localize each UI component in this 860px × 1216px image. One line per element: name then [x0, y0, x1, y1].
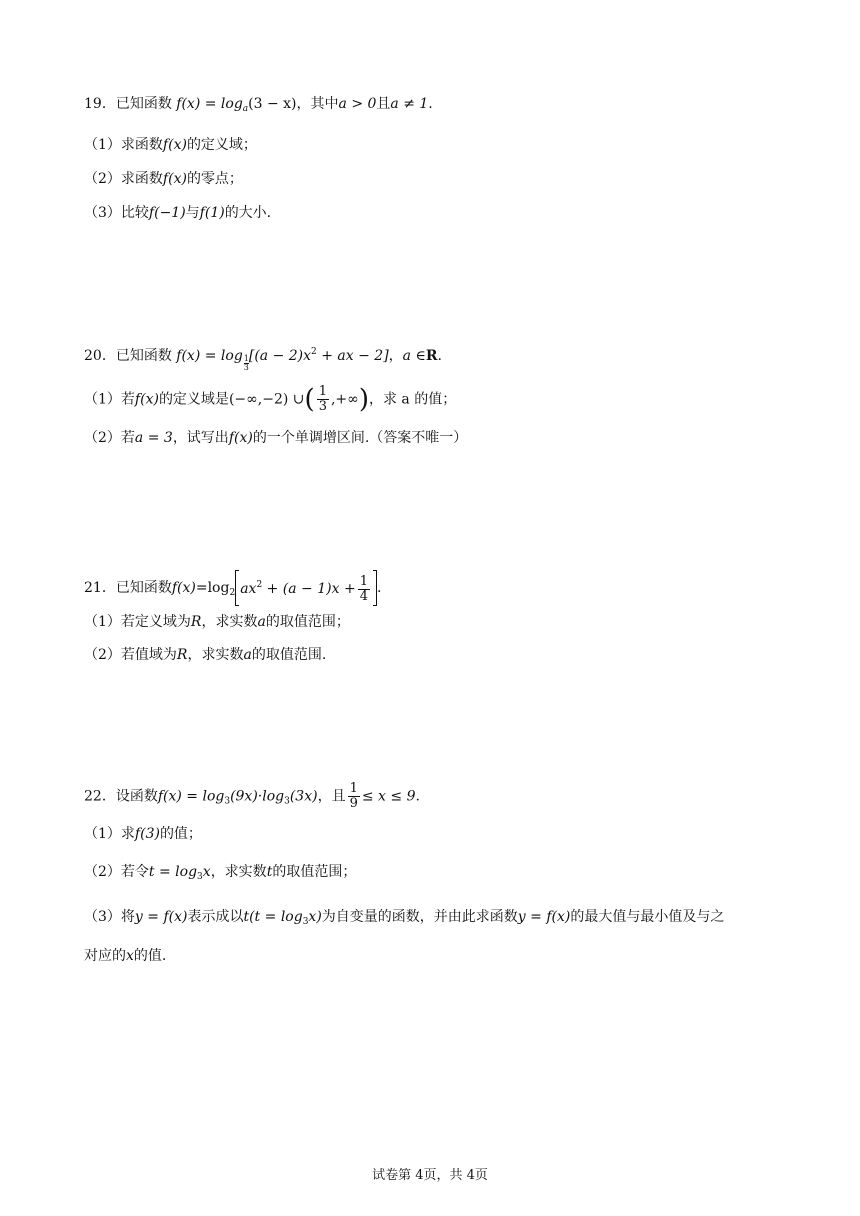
- q22-mid1: (9x)·log: [230, 788, 285, 805]
- q19-part3-text: （3）比较: [84, 205, 149, 221]
- q19-part1: [84, 135, 257, 155]
- q21-part2-text: （2）若值域为: [84, 647, 177, 663]
- q20-right-paren: ): [358, 384, 369, 415]
- q19-statement: [84, 94, 433, 119]
- q22-end: .: [415, 788, 420, 805]
- q21-frac-den: 4: [359, 588, 368, 604]
- q19-log-base: a: [242, 104, 249, 114]
- q22-frac: [348, 782, 360, 811]
- q19-part2-tail: 的零点；: [186, 171, 243, 187]
- q22-part3-t2: x): [308, 909, 322, 925]
- q21-bracket: [235, 570, 377, 606]
- q21-eq: =log: [195, 580, 230, 596]
- q21-part1-a: a: [257, 614, 266, 630]
- q22-part3: [84, 907, 724, 932]
- q19-formula: f(x) = log: [176, 96, 243, 112]
- q20-part2-tail: 的一个单调增区间.（答案不唯一）: [252, 430, 468, 446]
- q19-part3-mid: 与: [185, 205, 200, 221]
- q20-end: .: [437, 348, 442, 364]
- q19-part2-text: （2）求函数: [84, 171, 163, 187]
- q22-part3-mid2: 为自变量的函数，并由此求函数: [321, 909, 518, 925]
- q22-frac-num: 1: [349, 781, 358, 796]
- q22-part1-text: （1）求: [84, 826, 135, 842]
- q22-part3b-text: 对应的: [84, 948, 126, 964]
- q22-number: 22．设函数: [84, 788, 158, 805]
- q19-part3-tail: 的大小.: [224, 205, 272, 221]
- q22-part2: [84, 862, 356, 887]
- q19-number: 19．已知函数: [84, 96, 172, 112]
- q21-part1-R: R: [190, 614, 202, 630]
- q22-part2-tt: t: [266, 864, 273, 880]
- q22-base1: 3: [224, 796, 231, 807]
- q19-part1-text: （1）求函数: [84, 137, 163, 153]
- q22-part3b-tail: 的值.: [133, 948, 167, 964]
- q20-part2-mid: ，试写出: [172, 430, 229, 446]
- q21-statement: [84, 570, 381, 606]
- q20-part2-text: （2）若: [84, 430, 135, 446]
- q19-cond-and: 且: [376, 96, 391, 112]
- q20-formula: f(x) = log: [176, 348, 243, 364]
- q22-part3-base: 3: [302, 917, 309, 927]
- q20-frac-num: 1: [318, 384, 327, 399]
- q21-in1: ax: [240, 581, 257, 597]
- q22-part1: [84, 824, 202, 844]
- q20-part1-mid: 的定义域是: [158, 391, 229, 408]
- q22-part2-t: t = log: [148, 864, 198, 880]
- q20-base-num: 1: [243, 354, 249, 363]
- q21-end: .: [376, 580, 382, 596]
- q21-part1-end: 的取值范围；: [265, 614, 350, 630]
- q20-part1-set: (−∞,−2) ∪: [228, 391, 305, 408]
- q22-formula: f(x) = log: [157, 788, 225, 805]
- q21-part1-text: （1）若定义域为: [84, 614, 191, 630]
- q20-part1-frac: [317, 385, 329, 414]
- q22-cond: ，且: [317, 788, 346, 805]
- q19-part3: [84, 203, 271, 223]
- q20-part1-text: （1）若: [84, 391, 135, 408]
- q20-part1: [84, 385, 456, 414]
- q22-part1-f: f(3): [134, 826, 160, 842]
- q20-part2-f: f(x): [228, 430, 253, 446]
- q21-formula: f(x): [171, 580, 196, 596]
- q20-cond-a: a ∈: [402, 348, 426, 364]
- q20-number: 20．已知函数: [84, 348, 172, 364]
- q22-part3-t: t(t = log: [243, 909, 303, 925]
- q20-formula-tail2: + ax − 2]: [316, 348, 389, 364]
- q21-log-base: 2: [229, 588, 236, 598]
- q21-part2-tail: ，求实数: [187, 647, 244, 663]
- q20-cond-R: R: [425, 348, 438, 364]
- q19-part1-tail: 的定义域；: [186, 137, 257, 153]
- q21-part2: [84, 645, 326, 665]
- q22-part2-end: 的取值范围；: [272, 864, 357, 880]
- q22-part3b-x: x: [126, 948, 134, 964]
- q22-part2-x: x: [202, 864, 211, 880]
- q22-part2-base: 3: [197, 872, 203, 882]
- q21-part2-a: a: [243, 647, 252, 663]
- q22-base2: 3: [284, 796, 290, 807]
- q20-part2: [84, 428, 467, 448]
- q22-part3-y2: y = f(x): [517, 909, 571, 925]
- q22-part3-continued: [84, 946, 166, 966]
- q21-in2: + (a − 1)x +: [262, 581, 356, 597]
- q19-part2-f: f(x): [162, 171, 187, 187]
- q22-part2-text: （2）若令: [84, 864, 149, 880]
- q20-formula-tail: [(a − 2)x: [248, 348, 312, 364]
- q20-cond-sep: ，: [388, 348, 403, 364]
- q19-part3-fb: f(1): [199, 205, 225, 221]
- q22-mid2: (3x): [289, 788, 318, 805]
- q21-part1: [84, 612, 350, 632]
- q20-left-paren: (: [304, 384, 315, 415]
- q19-cond-label: ，其中: [296, 96, 339, 112]
- page-footer: 试卷第 4页，共 4页: [372, 1168, 488, 1183]
- q19-part2: [84, 169, 243, 189]
- q21-number: 21．已知函数: [84, 580, 172, 596]
- q20-base-den: 3: [243, 363, 249, 372]
- q21-part1-tail: ，求实数: [201, 614, 258, 630]
- q20-part1-f: f(x): [134, 391, 159, 408]
- q22-part3-y: y = f(x): [134, 909, 188, 925]
- q20-part2-a: a = 3: [134, 430, 173, 446]
- q19-cond-a: a > 0: [338, 96, 377, 112]
- q22-part3-text: （3）将: [84, 909, 135, 925]
- q22-frac-den: 9: [349, 796, 358, 811]
- q21-part2-R: R: [176, 647, 188, 663]
- q20-part1-inf: ,+∞: [330, 391, 359, 408]
- q20-part1-tail: ，求 a 的值；: [368, 391, 457, 408]
- q19-part3-fa: f(−1): [148, 205, 186, 221]
- q21-frac: [358, 575, 370, 604]
- q19-part1-f: f(x): [162, 137, 187, 153]
- q21-exponent: 2: [256, 580, 263, 590]
- q22-statement: [84, 782, 420, 812]
- q22-part3-mid: 表示成以: [187, 909, 244, 925]
- q21-part2-end: 的取值范围.: [251, 647, 327, 663]
- q20-statement: [84, 342, 442, 372]
- q22-cond-tail: ≤ x ≤ 9: [361, 788, 416, 805]
- q19-end: .: [428, 96, 433, 112]
- q21-frac-num: 1: [359, 573, 368, 589]
- q19-formula-tail: (3 − x): [248, 96, 297, 112]
- q22-part2-tail: ，求实数: [210, 864, 267, 880]
- q19-cond-b: a ≠ 1: [390, 96, 429, 112]
- q22-part1-tail: 的值；: [159, 826, 202, 842]
- q20-exponent: 2: [311, 347, 317, 357]
- q22-part3-tail: 的最大值与最小值及与之: [570, 909, 725, 925]
- q20-frac-den: 3: [318, 399, 327, 414]
